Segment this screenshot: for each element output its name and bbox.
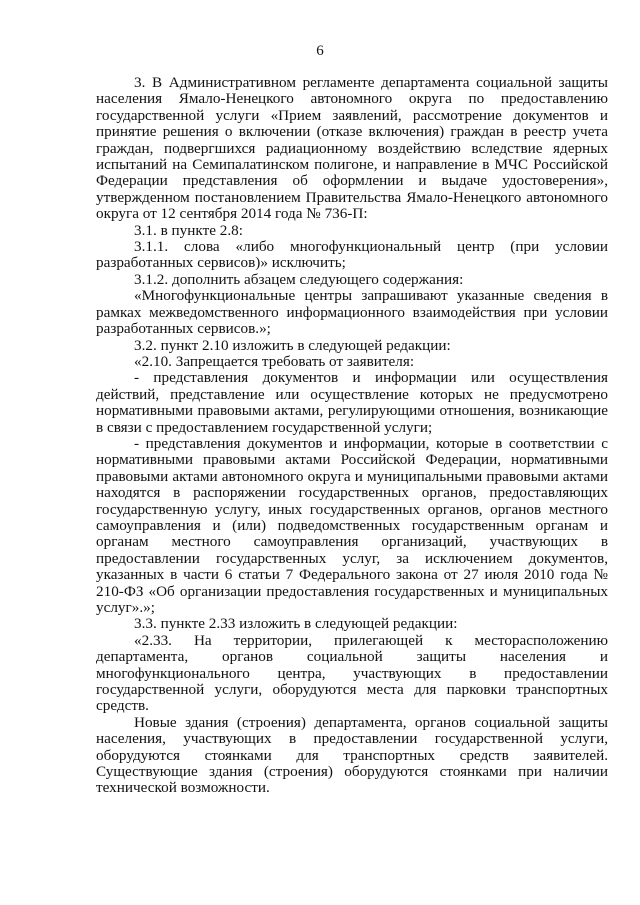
paragraph-list-item-2: - представления документов и информации, которые в соответствии с нормативными правовыми актами Российской Федерации, нормативными правовыми актами автономного округа и муниципальными правовыми актами находятся в распоряжении государственных органов, предоставляющих государственную услугу, иных государственных органов, органов местного самоуправления и (или) подведомственных государственным органам и органам местного самоуправления организаций, участвующих в предоставлении государственных услуг, за исключением документов, указанных в части 6 статьи 7 Федерального закона от 27 июля 2010 года № 210-ФЗ «Об организации предоставления государственных и муниципальных услуг».»; — [96, 434, 608, 616]
paragraph-3-1-2: 3.1.2. дополнить абзацем следующего содержания: — [134, 270, 464, 288]
paragraph-3-1: 3.1. в пункте 2.8: — [134, 221, 243, 239]
paragraph-3-3: 3.3. пункте 2.33 изложить в следующей редакции: — [134, 615, 458, 633]
paragraph-2-33: «2.33. На территории, прилегающей к месторасположению департамента, органов социальной защиты населения и многофункционального центра, участвующих в предоставлении государственной услуги, оборудуются места для парковки транспортных средств. — [96, 631, 608, 715]
document-body — [96, 75, 608, 797]
paragraph-3-2: 3.2. пункт 2.10 изложить в следующей редакции: — [134, 336, 451, 354]
paragraph-mfc-quote: «Многофункциональные центры запрашивают указанные сведения в рамках межведомственного информационного взаимодействия при условии разработанных сервисов.»; — [96, 287, 608, 338]
paragraph-list-item-1: - представления документов и информации или осуществления действий, представление или осуществление которых не предусмотрено нормативными правовыми актами, регулирующими отношения, возникающие в связи с предоставлением государственной услуги; — [96, 369, 608, 436]
paragraph-2-10: «2.10. Запрещается требовать от заявителя: — [134, 352, 415, 370]
page-number: 6 — [316, 43, 324, 59]
paragraph-3-1-1: 3.1.1. слова «либо многофункциональный центр (при условии разработанных сервисов)» исключить; — [96, 238, 608, 272]
paragraph-new-buildings: Новые здания (строения) департамента, органов социальной защиты населения, участвующих в предоставлении государственной услуги, оборудуются стоянками для транспортных средств заявителей. Существующие здания (строения) оборудуются стоянками при наличии технической возможности. — [96, 713, 608, 797]
paragraph-3-amendment-intro: 3. В Административном регламенте департамента социальной защиты населения Ямало-Ненецкого автономного округа по предоставлению государственной услуги «Прием заявлений, рассмотрение документов и принятие решения о включении (отказе включения) граждан в реестр учета граждан, подвергшихся радиационному воздействию вследствие ядерных испытаний на Семипалатинском полигоне, и направление в МЧС Российской Федерации представления об оформлении и выдаче удостоверения», утвержденном постановлением Правительства Ямало-Ненецкого автономного округа от 12 сентября 2014 года № 736-П: — [96, 74, 608, 223]
